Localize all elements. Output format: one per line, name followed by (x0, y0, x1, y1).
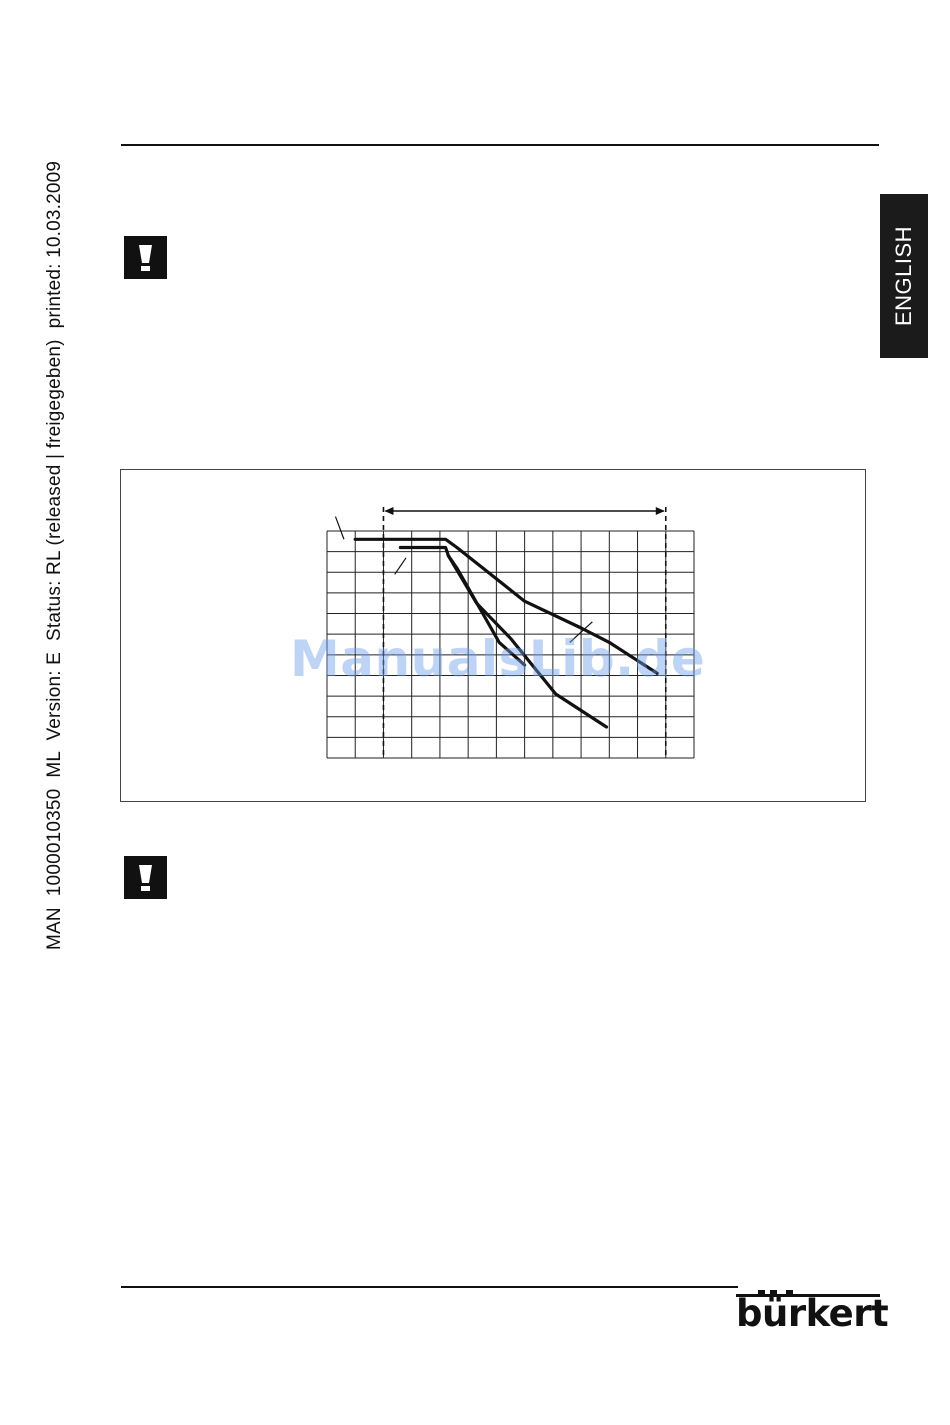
header-rule (121, 144, 879, 146)
language-tab-label: ENGLISH (891, 225, 916, 327)
document-metadata: MAN 1000010350 ML Version: E Status: RL (released | freigegeben) printed: 10.03.2009 (44, 160, 65, 950)
exclamation-note-icon (124, 236, 167, 279)
brand-logo (736, 1290, 889, 1336)
watermark: ManualsLib.de (290, 630, 706, 688)
exclamation-note-icon (124, 856, 167, 899)
range-arrowhead-left (384, 507, 393, 515)
language-tab (880, 194, 928, 358)
range-arrowhead-right (656, 507, 665, 515)
footer-rule (121, 1286, 738, 1288)
brand-logo-text: bürkert (736, 1292, 889, 1335)
leader-line (335, 517, 343, 540)
